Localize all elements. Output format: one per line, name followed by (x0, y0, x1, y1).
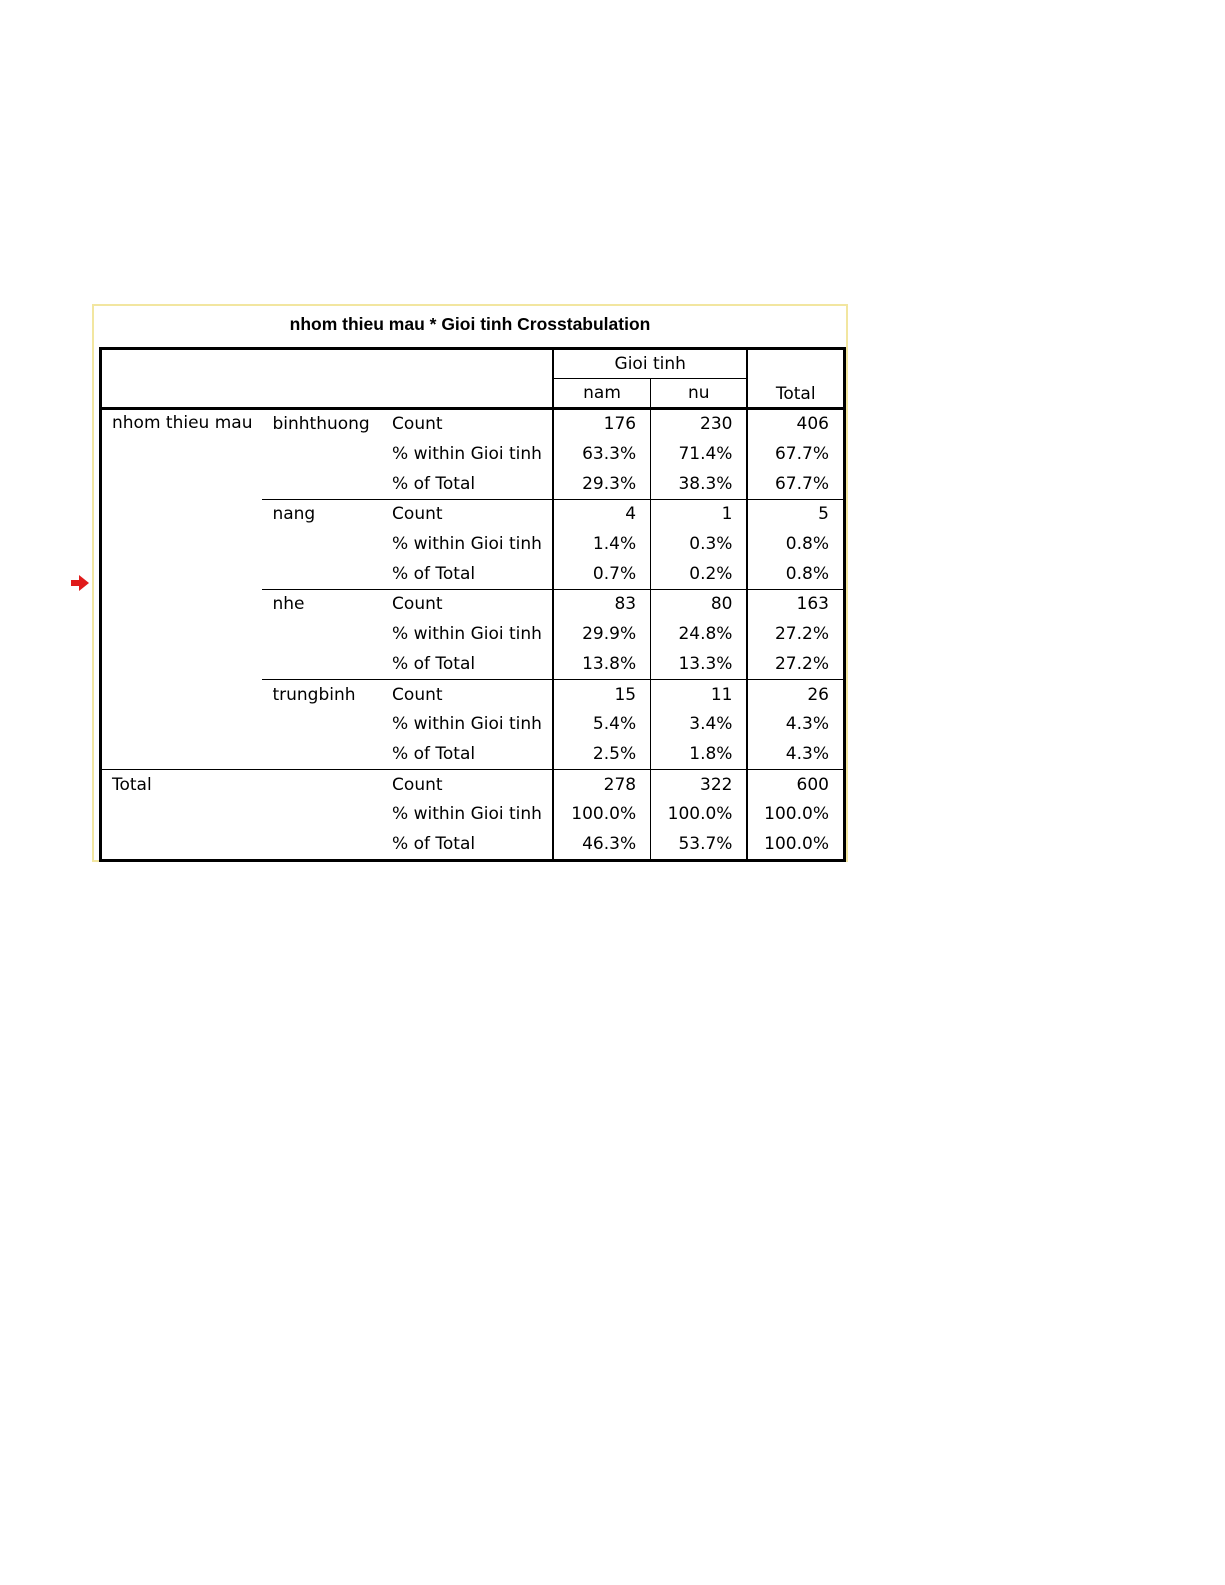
group-label-empty (262, 620, 382, 650)
cell-nu: 38.3% (651, 469, 748, 499)
stat-label: % within Gioi tinh (392, 444, 542, 465)
cell-nu: 100.0% (651, 800, 748, 830)
cell-nu: 1.8% (651, 740, 748, 770)
group-label-empty (262, 740, 382, 770)
cell-total: 600 (747, 770, 844, 800)
cell-total: 163 (747, 590, 844, 620)
cell-nu: 80 (651, 590, 748, 620)
cell-nam: 13.8% (553, 650, 651, 680)
cell-nu: 13.3% (651, 650, 748, 680)
table-title: nhom thieu mau * Gioi tinh Crosstabulation (289, 314, 651, 334)
table-row (101, 409, 845, 440)
stat-label: % of Total (392, 653, 476, 674)
cell-nam: 1.4% (553, 530, 651, 560)
cell-nam: 63.3% (553, 440, 651, 470)
group-label-empty (262, 440, 382, 470)
cell-total: 100.0% (747, 830, 844, 861)
total-label-empty (101, 830, 383, 861)
stat-label: % of Total (392, 833, 476, 854)
cell-nam: 15 (553, 680, 651, 710)
group-label-empty (262, 559, 382, 589)
group-label: nang (262, 500, 382, 530)
stat-label: Count (382, 770, 553, 800)
column-header-nu: nu (651, 379, 748, 409)
table-row (101, 770, 845, 800)
cell-nu: 3.4% (651, 710, 748, 740)
stat-label: % of Total (392, 563, 476, 584)
cell-total: 67.7% (747, 469, 844, 499)
cell-nu: 322 (651, 770, 748, 800)
group-label-empty (262, 530, 382, 560)
stat-label: Count (382, 409, 553, 440)
group-label: nhe (262, 590, 382, 620)
stat-label: % within Gioi tinh (392, 714, 542, 735)
cell-total: 4.3% (747, 740, 844, 770)
cell-nam: 4 (553, 500, 651, 530)
cell-nam: 83 (553, 590, 651, 620)
cell-total: 0.8% (747, 559, 844, 589)
stat-label: Count (382, 500, 553, 530)
header-corner (101, 349, 553, 409)
crosstab-table (99, 347, 846, 862)
cell-nam: 2.5% (553, 740, 651, 770)
column-header-total: Total (747, 349, 844, 409)
stat-label: % within Gioi tinh (392, 624, 542, 645)
cell-nam: 100.0% (553, 800, 651, 830)
stat-label: Count (382, 590, 553, 620)
cell-nu: 11 (651, 680, 748, 710)
cell-total: 100.0% (747, 800, 844, 830)
cell-nam: 29.3% (553, 469, 651, 499)
stat-label: Count (382, 680, 553, 710)
table-row (101, 830, 845, 861)
cell-nu: 24.8% (651, 620, 748, 650)
cell-nam: 46.3% (553, 830, 651, 861)
cell-nu: 0.2% (651, 559, 748, 589)
cell-total: 0.8% (747, 530, 844, 560)
group-label: binhthuong (262, 409, 382, 440)
column-group-header: Gioi tinh (553, 349, 748, 379)
group-label-empty (262, 710, 382, 740)
row-variable-label: nhom thieu mau (101, 409, 263, 770)
cell-total: 5 (747, 500, 844, 530)
cell-nu: 71.4% (651, 440, 748, 470)
stat-label: % of Total (392, 473, 476, 494)
cell-total: 26 (747, 680, 844, 710)
table-row (101, 800, 845, 830)
cell-total: 4.3% (747, 710, 844, 740)
cell-nam: 176 (553, 409, 651, 440)
stat-label: % within Gioi tinh (392, 804, 542, 825)
stat-label: % of Total (392, 743, 476, 764)
group-label-empty (262, 650, 382, 680)
cell-nam: 29.9% (553, 620, 651, 650)
cell-total: 67.7% (747, 440, 844, 470)
cell-nu: 0.3% (651, 530, 748, 560)
column-header-nam: nam (553, 379, 651, 409)
total-label: Total (101, 770, 383, 800)
total-label-empty (101, 800, 383, 830)
group-label: trungbinh (262, 680, 382, 710)
group-label-empty (262, 469, 382, 499)
cell-nam: 278 (553, 770, 651, 800)
cell-nam: 5.4% (553, 710, 651, 740)
cell-nu: 53.7% (651, 830, 748, 861)
cell-nu: 230 (651, 409, 748, 440)
cell-total: 27.2% (747, 650, 844, 680)
selection-arrow-icon (70, 574, 90, 592)
stat-label: % within Gioi tinh (392, 534, 542, 555)
cell-nam: 0.7% (553, 559, 651, 589)
cell-nu: 1 (651, 500, 748, 530)
cell-total: 406 (747, 409, 844, 440)
output-table-frame[interactable] (92, 304, 848, 862)
cell-total: 27.2% (747, 620, 844, 650)
